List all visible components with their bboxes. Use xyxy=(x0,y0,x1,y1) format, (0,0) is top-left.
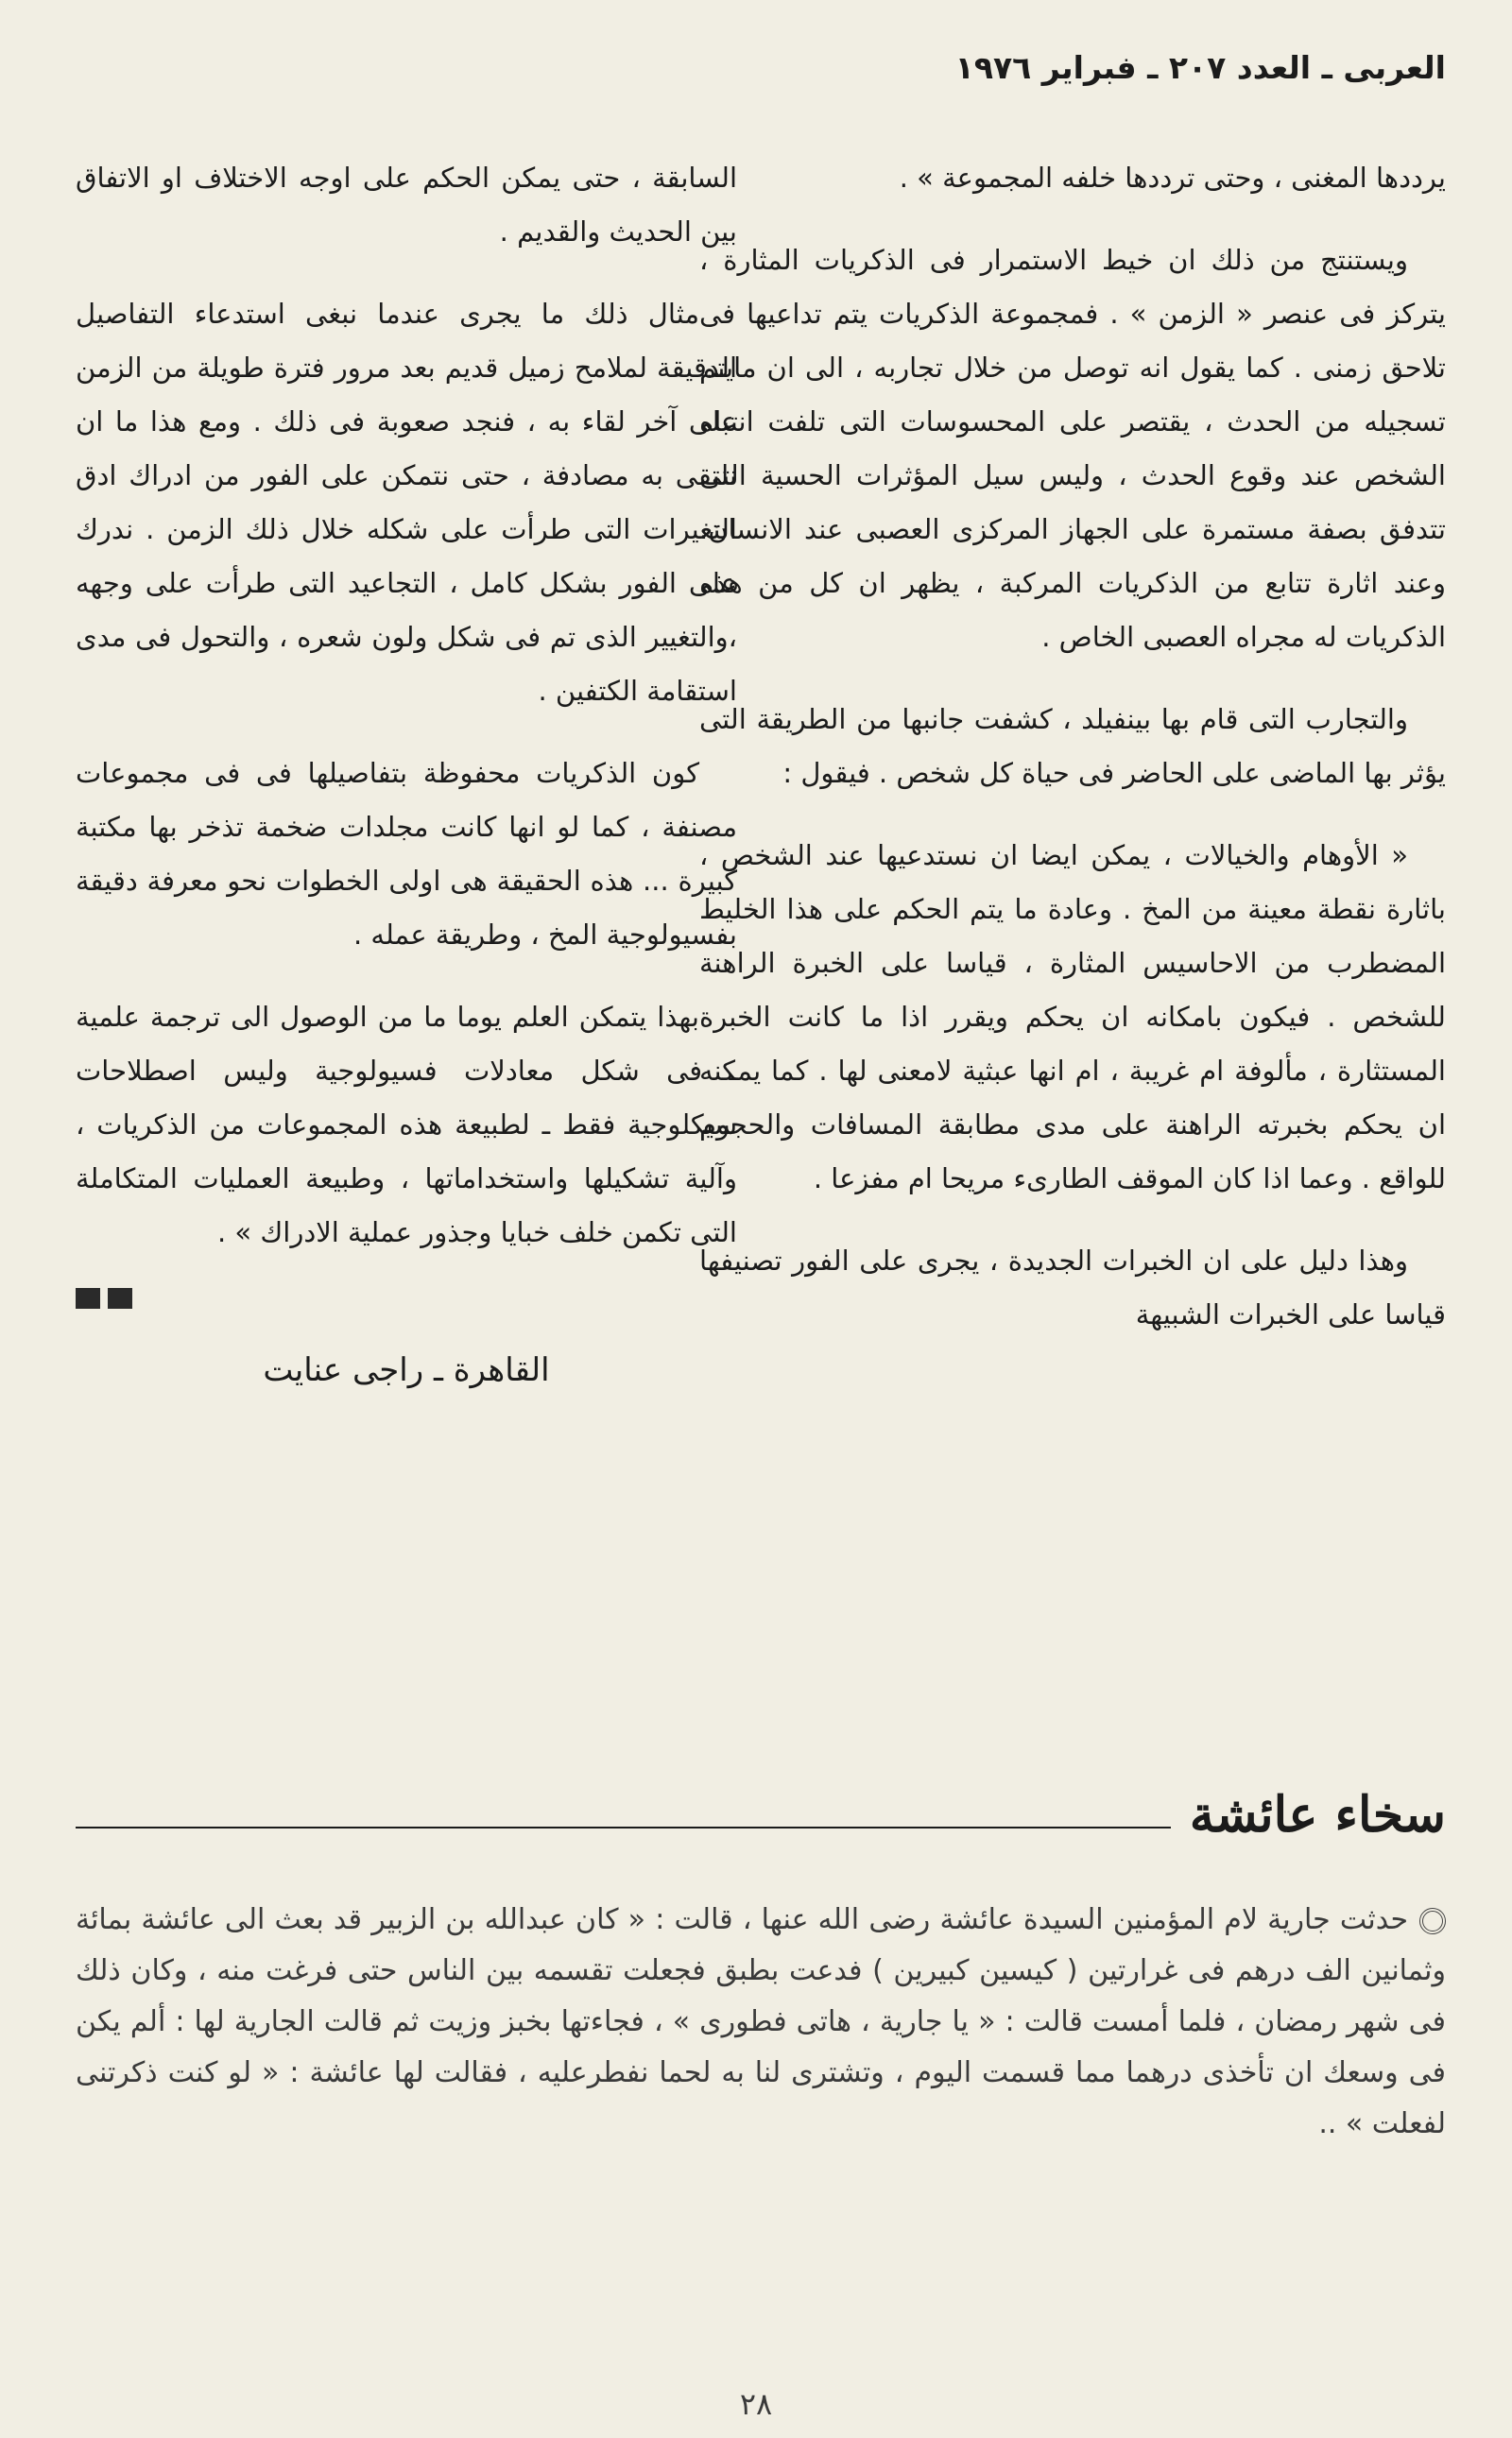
paragraph: يرددها المغنى ، وحتى ترددها خلفه المجموعة » . xyxy=(899,162,1446,194)
right-column xyxy=(699,151,1446,1370)
section-title: سخاء عائشة xyxy=(1189,1785,1446,1844)
story-text: حدثت جارية لام المؤمنين السيدة عائشة رضى الله عنها ، قالت : « كان عبدالله بن الزبير قد بعث الى عائشة بمائة وثمانين الف درهم فى غرارتين ( كيسين كبيرين ) فدعت بطبق فجعلت تقسمه بين الناس حتى فرغت منه ، وكان ذلك فى شهر رمضان ، فلما أمست قالت : « يا جارية ، هاتى فطورى » ، فجاءتها بخبز وزيت ثم قالت الجارية لها : ألم يكن فى وسعك ان تأخذى درهما مما قسمت اليوم ، وتشترى لنا به لحما نفطرعليه ، فقالت لها عائشة : « لو كنت ذكرتنى لفعلت » .. xyxy=(76,1903,1446,2140)
story-box xyxy=(76,1895,1446,2150)
ornament-icon xyxy=(1419,1908,1446,1934)
paragraph: « الأوهام والخيالات ، يمكن ايضا ان نستدعيها عند الشخص ، باثارة نقطة معينة من المخ . وعادة ما يتم الحكم على هذا الخليط المضطرب من الاحاسيس المثارة ، قياسا على الخبرة الراهنة للشخص . فيكون بامكانه ان يحكم ويقرر اذا ما كانت الخبرة المستثارة ، مألوفة ام غريبة ، ام انها عبثية لامعنى لها . كما يمكنه ان يحكم بخبرته الراهنة على مدى مطابقة المسافات والحجوم للواقع . وعما اذا كان الموقف الطارىء مريحا ام مفزعا . xyxy=(699,839,1446,1194)
left-column xyxy=(76,151,737,1394)
paragraph: بهذا يتمكن العلم يوما ما من الوصول الى ترجمة علمية ـ فى شكل معادلات فسيولوجية وليس اصطلاحات سيكلوجية فقط ـ لطبيعة هذه المجموعات من الذكريات ، وآلية تشكيلها واستخداماتها ، وطبيعة العمليات المتكاملة التى تكمن خلف خبايا وجذور عملية الادراك » . xyxy=(76,1001,737,1248)
divider xyxy=(76,1827,1171,1828)
page-number: ٢٨ xyxy=(739,2386,773,2422)
square-icon xyxy=(108,1288,132,1309)
running-header: العربى ـ العدد ٢٠٧ ـ فبراير ١٩٧٦ xyxy=(954,49,1446,86)
paragraph: والتجارب التى قام بها بينفيلد ، كشفت جانبها من الطريقة التى يؤثر بها الماضى على الحاضر فى حياة كل شخص . فيقول : xyxy=(699,703,1446,789)
story-paragraph xyxy=(76,1895,1446,2150)
paragraph: مثال ذلك ما يجرى عندما نبغى استدعاء التفاصيل الدقيقة لملامح زميل قديم بعد مرور فترة طويلة من الزمن على آخر لقاء به ، فنجد صعوبة فى ذلك . ومع هذا ما ان نلتقى به مصادفة ، حتى نتمكن على الفور من ادراك ادق التغيرات التى طرأت على شكله خلال ذلك الزمن . ندرك على الفور بشكل كامل ، التجاعيد التى طرأت على وجهه ،والتغيير الذى تم فى شكل ولون شعره ، والتحول فى مدى استقامة الكتفين . xyxy=(76,298,737,707)
paragraph: ويستنتج من ذلك ان خيط الاستمرار فى الذكريات المثارة ، يتركز فى عنصر « الزمن » . فمجموعة الذكريات يتم تداعيها فى تلاحق زمنى . كما يقول انه توصل من خلال تجاربه ، الى ان مايتم تسجيله من الحدث ، يقتصر على المحسوسات التى تلفت انتباه الشخص عند وقوع الحدث ، وليس سيل المؤثرات الحسية التى تتدفق بصفة مستمرة على الجهاز المركزى العصبى عند الانسان. وعند اثارة تتابع من الذكريات المركبة ، يظهر ان كل من هذه الذكريات له مجراه العصبى الخاص . xyxy=(699,244,1446,653)
square-icon xyxy=(76,1288,100,1309)
author-signature: القاهرة ـ راجى عنايت xyxy=(263,1351,550,1389)
section-header xyxy=(76,1781,1446,1847)
end-of-article-mark xyxy=(76,1288,737,1309)
paragraph: وهذا دليل على ان الخبرات الجديدة ، يجرى على الفور تصنيفها قياسا على الخبرات الشبيهة xyxy=(699,1245,1446,1331)
paragraph: السابقة ، حتى يمكن الحكم على اوجه الاختلاف او الاتفاق بين الحديث والقديم . xyxy=(76,162,737,248)
paragraph: كون الذكريات محفوظة بتفاصيلها فى فى مجموعات مصنفة ، كما لو انها كانت مجلدات ضخمة تذخر بها مكتبة كبيرة ... هذه الحقيقة هى اولى الخطوات نحو معرفة دقيقة بفسيولوجية المخ ، وطريقة عمله . xyxy=(76,757,737,951)
